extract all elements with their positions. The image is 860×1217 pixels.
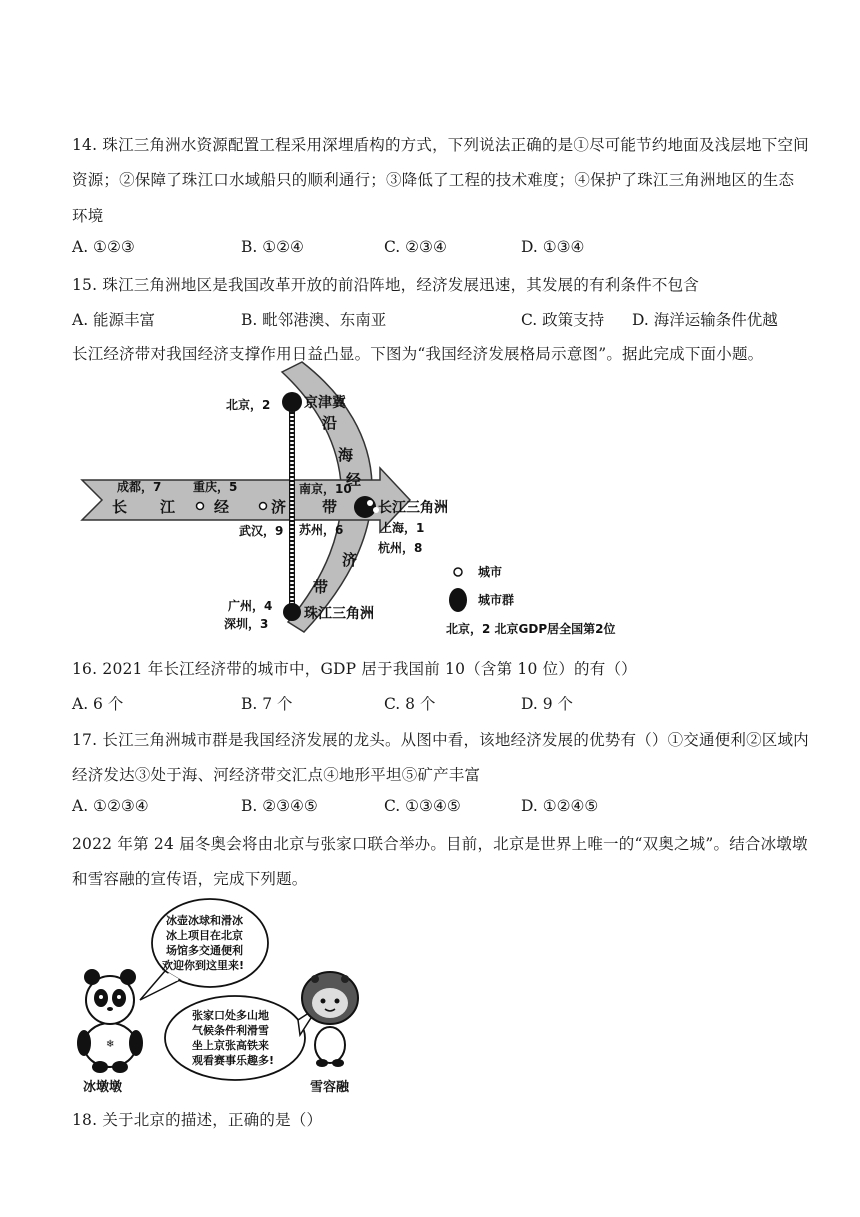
bing-dwen-dwen-mascot [77, 969, 143, 1073]
bubble2-line2: 气候条件利滑雪 [192, 1024, 269, 1037]
coastal-char-4: 济 [342, 551, 358, 569]
q17-option-b[interactable]: B. ②③④⑤ [241, 797, 318, 815]
river-char-3: 经 [214, 498, 230, 516]
label-chongqing: 重庆，5 [193, 480, 238, 494]
label-nanjing: 南京，10 [299, 482, 352, 496]
economic-layout-map [0, 360, 860, 650]
q15-option-a[interactable]: A. 能源丰富 [72, 311, 156, 329]
q17-option-a[interactable]: A. ①②③④ [72, 797, 149, 815]
legend-city-icon [454, 568, 462, 576]
river-char-5: 带 [322, 498, 338, 516]
legend-cluster-label: 城市群 [478, 593, 515, 607]
label-beijing: 北京，2 [226, 398, 271, 412]
bubble2-line4: 观看赛事乐趣多! [192, 1054, 275, 1067]
legend-note: 北京，2 北京GDP居全国第2位 [446, 622, 616, 636]
q15-option-d[interactable]: D. 海洋运输条件优越 [632, 311, 778, 329]
q16-option-a[interactable]: A. 6 个 [72, 695, 124, 713]
q15-option-c[interactable]: C. 政策支持 [521, 311, 605, 329]
q14-option-d[interactable]: D. ①③④ [521, 238, 585, 256]
q17-option-d[interactable]: D. ①②④⑤ [521, 797, 599, 815]
city-chongqing-dot [197, 503, 204, 510]
q14-option-c[interactable]: C. ②③④ [384, 238, 447, 256]
coastal-char-1: 沿 [322, 414, 338, 432]
cluster-jingjinji [282, 392, 302, 412]
q16-option-c[interactable]: C. 8 个 [384, 695, 436, 713]
legend-cluster-icon [449, 588, 467, 612]
intro-olympics-line2: 和雪容融的宣传语，完成下列题。 [72, 870, 308, 888]
q15-option-b[interactable]: B. 毗邻港澳、东南亚 [241, 311, 387, 329]
q16-option-d[interactable]: D. 9 个 [521, 695, 574, 713]
label-jingjinji: 京津冀 [304, 395, 346, 411]
label-shenzhen: 深圳，3 [224, 617, 269, 631]
label-wuhan: 武汉，9 [239, 524, 284, 538]
q15-stem: 15. 珠江三角洲地区是我国改革开放的前沿阵地，经济发展迅速，其发展的有利条件不包含 [72, 276, 699, 294]
label-pearl-delta: 珠江三角洲 [304, 606, 374, 622]
q14-stem-line1: 14. 珠江三角洲水资源配置工程采用深埋盾构的方式，下列说法正确的是①尽可能节约地面及浅层地下空间 [72, 136, 809, 154]
intro-map: 长江经济带对我国经济支撑作用日益凸显。下图为“我国经济发展格局示意图”。据此完成下面小题。 [72, 345, 764, 363]
label-bing-dwen-dwen: 冰墩墩 [83, 1080, 123, 1095]
bubble2-line1: 张家口处多山地 [192, 1009, 269, 1022]
bubble1-line1: 冰壶冰球和滑冰 [166, 914, 243, 927]
q14-stem-line3: 环境 [72, 207, 104, 225]
q16-option-b[interactable]: B. 7 个 [241, 695, 293, 713]
bubble2-line3: 坐上京张高铁来 [192, 1039, 269, 1052]
label-shuey-rhon-rhon: 雪容融 [310, 1080, 350, 1095]
label-shanghai: 上海，1 [380, 521, 425, 535]
coastal-char-5: 带 [313, 578, 329, 596]
coastal-char-2: 海 [338, 446, 354, 464]
q17-stem-line2: 经济发达③处于海、河经济带交汇点④地形平坦⑤矿产丰富 [72, 766, 481, 784]
label-chengdu: 成都，7 [117, 480, 162, 494]
city-wuhan-dot [260, 503, 267, 510]
label-hangzhou: 杭州，8 [378, 541, 423, 555]
bubble1-line4: 欢迎你到这里来! [162, 959, 245, 972]
q17-stem-line1: 17. 长江三角洲城市群是我国经济发展的龙头。从图中看，该地经济发展的优势有（）①交通便利②区域内 [72, 731, 809, 749]
river-char-4: 济 [271, 498, 287, 516]
q14-stem-line2: 资源；②保障了珠江口水域船只的顺利通行；③降低了工程的技术难度；④保护了珠江三角洲地区的生态 [72, 171, 795, 189]
q14-option-a[interactable]: A. ①②③ [72, 238, 135, 256]
label-yangtze-delta: 长江三角洲 [378, 500, 448, 516]
river-char-1: 长 [112, 498, 128, 516]
q17-option-c[interactable]: C. ①③④⑤ [384, 797, 461, 815]
bubble1-line3: 场馆多交通便利 [166, 944, 243, 957]
cluster-yangtze-delta [354, 496, 376, 518]
intro-olympics-line1: 2022 年第 24 届冬奥会将由北京与张家口联合举办。目前，北京是世界上唯一的“双奥之城”。结合冰墩墩 [72, 835, 808, 853]
svg-text:❄: ❄ [106, 1039, 115, 1050]
bubble1-line2: 冰上项目在北京 [166, 929, 243, 942]
q18-stem: 18. 关于北京的描述，正确的是（） [72, 1111, 323, 1129]
cluster-pearl-delta [283, 603, 301, 621]
q14-option-b[interactable]: B. ①②④ [241, 238, 304, 256]
mascot-cartoon [0, 895, 860, 1105]
river-char-2: 江 [160, 498, 176, 516]
q16-stem: 16. 2021 年长江经济带的城市中，GDP 居于我国前 10（含第 10 位）的有（） [72, 660, 637, 678]
legend-city-label: 城市 [478, 565, 503, 579]
coastal-char-3: 经 [346, 471, 362, 489]
label-suzhou: 苏州，6 [299, 523, 344, 537]
label-guangzhou: 广州，4 [228, 599, 273, 613]
